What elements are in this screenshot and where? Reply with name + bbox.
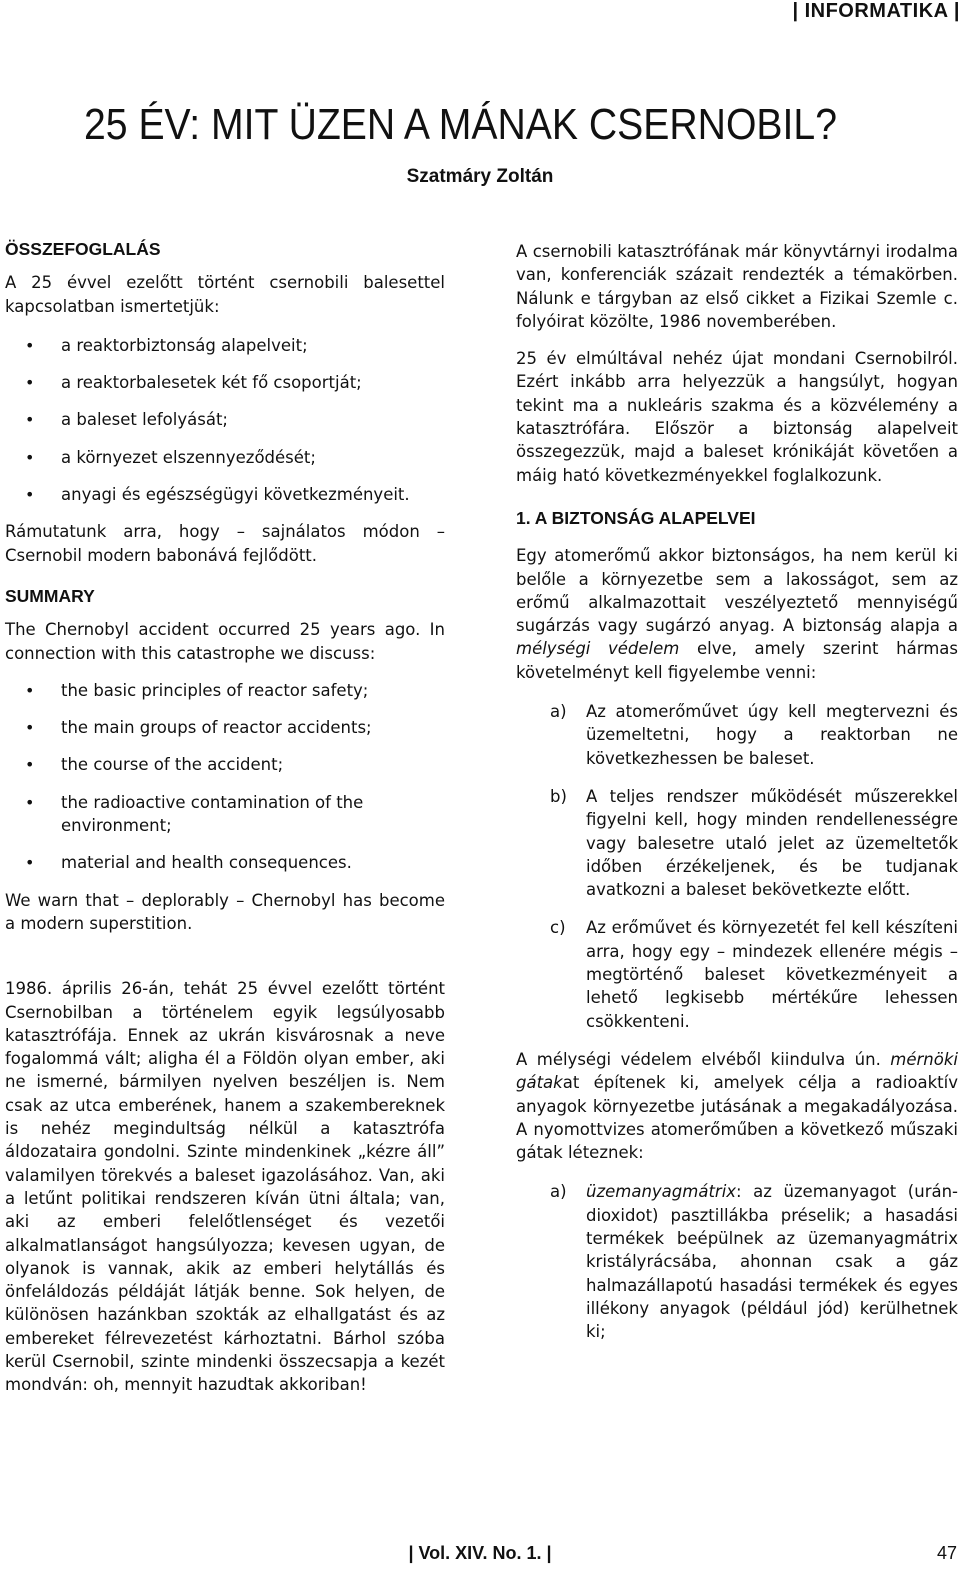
abstract-intro: A 25 évvel ezelőtt történt csernobili balesettel kapcsolatban ismertetjük: bbox=[5, 273, 445, 316]
right-column bbox=[516, 240, 958, 1358]
summary-intro: The Chernobyl accident occurred 25 years ago. In connection with this catastrophe we discuss: bbox=[5, 620, 445, 663]
abstract-list bbox=[5, 334, 445, 506]
requirement-marker: a) bbox=[550, 702, 567, 722]
section-heading: 1. A BIZTONSÁG ALAPELVEI bbox=[516, 507, 756, 528]
body-paragraph: 1986. április 26-án, tehát 25 évvel ezelőtt történt Csernobilban a történelem egyik legsúlyosabb katasztrófája. Ennek az ukrán kisvárosnak a neve fogalommá vált; aligha él a Földön olyan ember, aki ne ismerné, bármilyen nyelven beszéljen is. Nem csak az utca emberének, hanem a szakembereknek is nehéz megindultság nélkül a katasztrófa áldozataira gondolni. Szinte mindenkinek „kézre áll” valamilyen törekvés a baleset igazolásához. Van, aki a letűnt politikai rendszeren kíván ütni általa; van, aki az emberi felelőtlenséget és vezetői alkalmatlanságot hangsúlyozza; kevesen ugyan, de olyanok is vannak, akik az emberi helytállás és önfeláldozás példáját látják benne. Sok helyen, de különösen hazánkban szokták az elhallgatást és az embereket félrevezetést kárhoztatni. Bárhol szóba kerül Csernobil, szinte mindenki összecsapja a kezét mondván: oh, mennyit hazudtak akkoriban! bbox=[5, 979, 445, 1395]
requirement-item bbox=[516, 700, 958, 770]
abstract-heading: ÖSSZEFOGLALÁS bbox=[5, 239, 161, 259]
list-item: • a környezet elszennyeződését; bbox=[5, 446, 445, 469]
safety-text-a: Egy atomerőmű akkor biztonságos, ha nem kerül ki belőle a környezetbe sem a lakosságot, sem az erőmű alkalmazottait veszélyeztető mennyiségű sugárzás vagy sugárzó anyag. A biztonság alapja a bbox=[516, 546, 958, 636]
list-item: • the radioactive contamination of the environment; bbox=[5, 791, 445, 838]
safety-text-b: elve, amely szerint hármas követelményt kell figyelembe venni: bbox=[516, 639, 958, 682]
article-author: Szatmáry Zoltán bbox=[406, 166, 554, 187]
safety-emphasis: mélységi védelem bbox=[516, 639, 680, 659]
requirement-marker: b) bbox=[550, 786, 567, 806]
barriers-text-a: A mélységi védelem elvéből kiindulva ún. bbox=[516, 1049, 891, 1069]
page-number: 47 bbox=[936, 1543, 957, 1563]
barrier-text: : az üzemanyagot (urán-dioxidot) pasztillákba préselik; a hasadási termékek beépülnek az üzemanyagmátrix kristályrácsába, ahonnan csak a gáz halmazállapotú hasadási termékek és egyes illékony anyagok (például jód) kerülhetnek ki; bbox=[586, 1182, 958, 1342]
requirement-marker: c) bbox=[550, 918, 566, 938]
intro-paragraph-1: A csernobili katasztrófának már könyvtárnyi irodalma van, konferenciák százait rendezték a témakörben. Nálunk e tárgyban az első cikket a Fizikai Szemle c. folyóirat közölte, 1986 novemberében. bbox=[516, 242, 958, 331]
requirement-item bbox=[516, 916, 958, 1032]
requirement-text: Az atomerőművet úgy kell megtervezni és üzemeltetni, hogy a reaktorban ne következhessen be baleset. bbox=[586, 702, 958, 768]
barrier-term: üzemanyagmátrix bbox=[586, 1182, 737, 1202]
left-column bbox=[5, 238, 445, 1409]
barrier-item bbox=[516, 1180, 958, 1343]
requirements-list bbox=[516, 700, 958, 1033]
requirement-text: Az erőművet és környezetét fel kell készíteni arra, hogy egy – mindezek ellenére mégis – megtörténő baleset következményeit a lehető legkisebb mértékűre lehessen csökkenteni. bbox=[586, 918, 958, 1031]
article-title: 25 ÉV: MIT ÜZEN A MÁNAK CSERNOBIL? bbox=[84, 100, 837, 149]
list-item: • the basic principles of reactor safety; bbox=[5, 679, 445, 702]
requirement-item bbox=[516, 785, 958, 901]
list-item: • a reaktorbalesetek két fő csoportját; bbox=[5, 371, 445, 394]
intro-paragraph-2: 25 év elmúltával nehéz újat mondani Csernobilról. Ezért inkább arra helyezzük a hangsúlyt, hogyan tekint ma a nukleáris szakma és a közvélemény a katasztrófára. Először a biztonság alapelveit összegezzük, majd a baleset krónikáját követően a máig ható következményekkel foglalkozunk. bbox=[516, 349, 958, 485]
list-item: • anyagi és egészségügyi következményeit. bbox=[5, 483, 445, 506]
barriers-text-b: at építenek ki, amelyek célja a radioaktív anyagok környezetbe jutásának a megakadályozása. A nyomottvizes atomerőműben a következő műszaki gátak léteznek: bbox=[516, 1073, 958, 1163]
list-item: • a reaktorbiztonság alapelveit; bbox=[5, 334, 445, 357]
list-item: • the course of the accident; bbox=[5, 753, 445, 776]
footer-volume: | Vol. XIV. No. 1. | bbox=[408, 1543, 552, 1563]
summary-heading: SUMMARY bbox=[5, 585, 95, 606]
safety-paragraph bbox=[516, 544, 958, 684]
list-item: • a baleset lefolyását; bbox=[5, 408, 445, 431]
list-item: • material and health consequences. bbox=[5, 851, 445, 874]
list-item: • the main groups of reactor accidents; bbox=[5, 716, 445, 739]
summary-closing: We warn that – deplorably – Chernobyl has become a modern superstition. bbox=[5, 890, 445, 933]
abstract-closing: Rámutatunk arra, hogy – sajnálatos módon – Csernobil modern babonává fejlődött. bbox=[5, 522, 445, 565]
section-tag: | INFORMATIKA | bbox=[792, 0, 960, 22]
barriers-paragraph bbox=[516, 1048, 958, 1164]
summary-list bbox=[5, 679, 445, 875]
requirement-text: A teljes rendszer működését műszerekkel figyelni kell, hogy minden rendellenességre vagy balesetre utaló jelet az üzemeltetők időben érzékeljenek, és be tudjanak avatkozni a baleset bekövetkezte előtt. bbox=[586, 786, 958, 900]
barriers-emphasis: mérnöki gátak bbox=[516, 1049, 958, 1093]
barrier-list bbox=[516, 1180, 958, 1343]
barrier-marker: a) bbox=[550, 1182, 567, 1202]
